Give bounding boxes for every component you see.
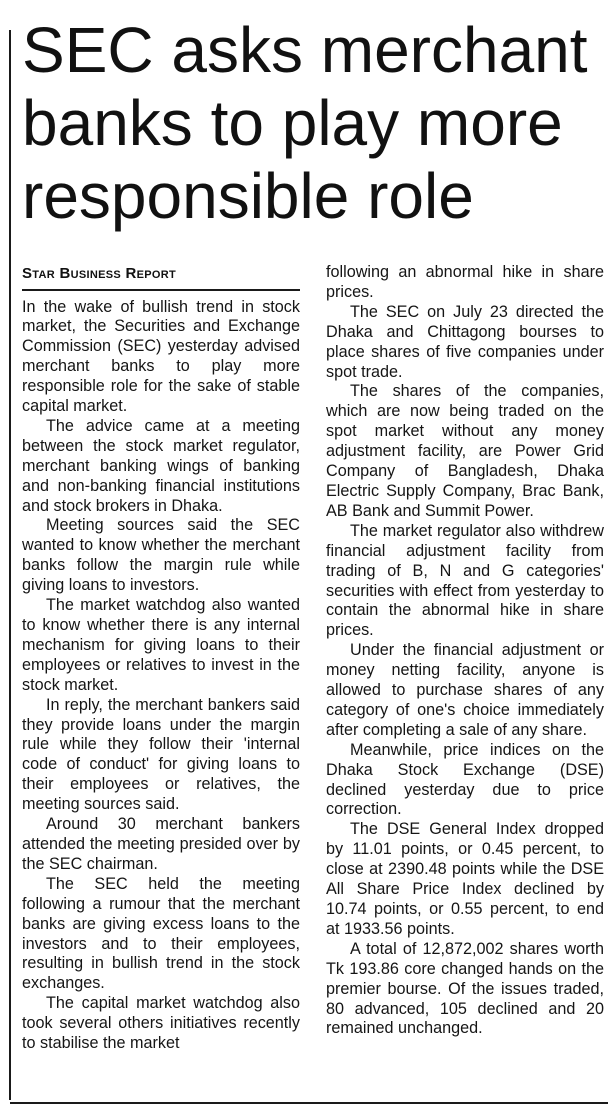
paragraph: Around 30 merchant bankers attended the meeting presided over by the SEC chairman. bbox=[22, 815, 300, 873]
byline: Star Business Report bbox=[22, 265, 176, 282]
article-column-left bbox=[22, 264, 300, 1054]
paragraph: In the wake of bullish trend in stock market, the Securities and Exchange Commission (SEC) yesterday advised merchant banks to play more responsible role for the sake of stable capital market. bbox=[22, 297, 300, 416]
paragraph: The market regulator also withdrew financial adjustment facility from trading of B, N and G categories' securities with effect from yesterday to contain the abnormal hike in share prices. bbox=[326, 521, 604, 640]
paragraph: Under the financial adjustment or money netting facility, anyone is allowed to purchase shares of any category of one's choice immediately after completing a sale of any share. bbox=[326, 641, 604, 739]
paragraph: The capital market watchdog also took several others initiatives recently to stabilise the market bbox=[22, 994, 300, 1053]
paragraph: The market watchdog also wanted to know whether there is any internal mechanism for giving loans to their employees or relatives to invest in the stock market. bbox=[22, 596, 300, 694]
paragraph: following an abnormal hike in share prices. bbox=[326, 263, 604, 301]
bottom-rule bbox=[10, 1102, 608, 1104]
headline: SEC asks merchant banks to play more responsible role bbox=[22, 14, 588, 232]
paragraph: The SEC held the meeting following a rumour that the merchant banks are giving excess loans to the investors and to their employees, resulting in bullish trend in the stock exchanges. bbox=[22, 874, 300, 993]
byline-divider bbox=[22, 289, 300, 291]
paragraph: The shares of the companies, which are now being traded on the spot market without any money adjustment facility, are Power Grid Company of Bangladesh, Dhaka Electric Supply Company, Brac Bank, AB Bank and Summit Power. bbox=[326, 382, 604, 520]
paragraph: A total of 12,872,002 shares worth Tk 193.86 core changed hands on the premier bourse. Of the issues traded, 80 advanced, 105 declined and 20 remained unchanged. bbox=[326, 939, 604, 1038]
left-column-rule bbox=[9, 30, 11, 1100]
paragraph: The SEC on July 23 directed the Dhaka and Chittagong bourses to place shares of five companies under spot trade. bbox=[326, 302, 604, 381]
paragraph: Meeting sources said the SEC wanted to know whether the merchant banks follow the margin rule while giving loans to investors. bbox=[22, 516, 300, 595]
paragraph: The advice came at a meeting between the stock market regulator, merchant banking wings of banking and non-banking financial institutions and stock brokers in Dhaka. bbox=[22, 416, 300, 515]
article-column-right bbox=[326, 263, 604, 1039]
paragraph: In reply, the merchant bankers said they provide loans under the margin rule while they follow their 'internal code of conduct' for giving loans to their employees or relatives, the meeting sources said. bbox=[22, 695, 300, 814]
paragraph: Meanwhile, price indices on the Dhaka Stock Exchange (DSE) declined yesterday due to price correction. bbox=[326, 740, 604, 819]
paragraph: The DSE General Index dropped by 11.01 points, or 0.45 percent, to close at 2390.48 points while the DSE All Share Price Index declined by 10.74 points, or 0.55 percent, to end at 1933.56 points. bbox=[326, 820, 604, 938]
